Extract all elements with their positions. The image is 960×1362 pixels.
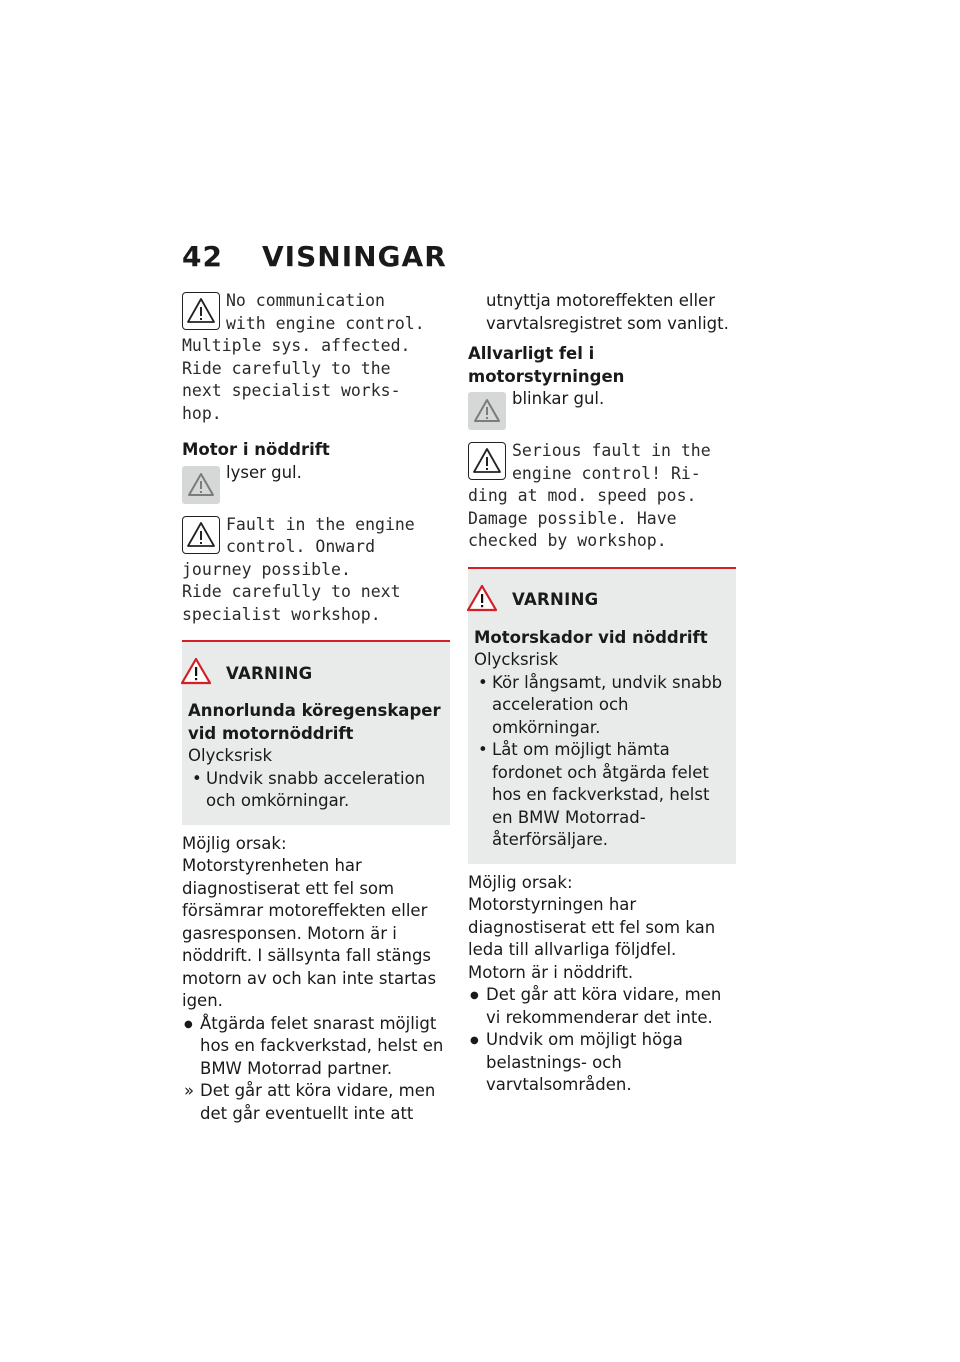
warning-title: Annorlunda köregenskaper vid motornöddrift (188, 701, 441, 743)
indicator-status: lyser gul. (226, 462, 302, 482)
cause-label: Möjlig orsak: (182, 833, 287, 853)
result-list (182, 1080, 450, 1125)
cause-label: Möjlig orsak: (468, 872, 573, 892)
warning-triangle-icon (466, 583, 498, 617)
warning-list (474, 672, 730, 852)
message-block (182, 290, 450, 425)
warning-triangle-icon (182, 516, 220, 554)
warning-header (474, 583, 730, 617)
warning-label: VARNING (512, 590, 599, 609)
section-heading: Motor i nöddrift (182, 440, 330, 459)
message-block (468, 440, 736, 553)
list-item: • Låt om möjligt hämta fordonet och åtgärda felet hos en fackverkstad, helst en BMW Motorrad-återförsäljare. (474, 739, 730, 852)
page-title: VISNINGAR (262, 240, 447, 273)
action-list (468, 984, 736, 1097)
page-header (182, 240, 447, 273)
indicator-row (468, 388, 736, 432)
list-item: ● Åtgärda felet snarast möjligt hos en fackverkstad, helst en BMW Motorrad partner. (182, 1013, 450, 1081)
display-message: No communication with engine control. Multiple sys. affected. Ride carefully to the next specialist works- hop. (182, 291, 425, 423)
warning-list (188, 768, 444, 813)
left-column (182, 290, 450, 1125)
result-list-continued (468, 290, 736, 335)
section-heading: Allvarligt fel i motorstyrningen (468, 344, 625, 386)
indicator-status: blinkar gul. (512, 389, 605, 408)
list-item-continued (468, 290, 736, 335)
warning-triangle-icon (182, 292, 220, 330)
list-item: ● Undvik om möjligt höga belastnings- och varvtalsområden. (468, 1029, 736, 1097)
warning-header (188, 656, 444, 690)
list-item: » Det går att köra vidare, men det går eventuellt inte att (182, 1080, 450, 1125)
continuation-text: utnyttja motoreffekten eller varvtalsregistret som vanligt. (486, 291, 729, 333)
action-list (182, 1013, 450, 1081)
indicator-row (182, 462, 450, 506)
warning-box (182, 640, 450, 825)
message-block (182, 514, 450, 627)
warning-subtitle: Olycksrisk (474, 650, 559, 669)
list-item: • Undvik snabb acceleration och omkörningar. (188, 768, 444, 813)
cause-text: Motorstyrningen har diagnostiserat ett fel som kan leda till allvarliga följdfel. Motorn är i nöddrift. (468, 895, 716, 982)
warning-subtitle: Olycksrisk (188, 746, 273, 765)
warning-title: Motorskador vid nöddrift (474, 627, 708, 647)
warning-triangle-icon (180, 656, 212, 690)
right-column (468, 290, 736, 1097)
warning-label: VARNING (226, 663, 313, 683)
warning-box (468, 567, 736, 864)
cause-text: Motorstyrenheten har diagnostiserat ett fel som försämrar motoreffekten eller gasresponsen. Motorn är i nöddrift. I sällsynta fall stängs motorn av och kan inte startas igen. (182, 856, 437, 1010)
general-warning-light-icon (182, 466, 220, 504)
list-item: • Kör långsamt, undvik snabb acceleration och omkörningar. (474, 672, 730, 740)
general-warning-light-icon (468, 392, 506, 430)
warning-triangle-icon (468, 442, 506, 480)
page-number: 42 (182, 240, 223, 273)
display-message: Fault in the engine control. Onward journey possible. Ride carefully to next specialist workshop. (182, 514, 415, 624)
display-message: Serious fault in the engine control! Ri- ding at mod. speed pos. Damage possible. Have checked by workshop. (468, 441, 711, 550)
list-item: ● Det går att köra vidare, men vi rekommenderar det inte. (468, 984, 736, 1029)
